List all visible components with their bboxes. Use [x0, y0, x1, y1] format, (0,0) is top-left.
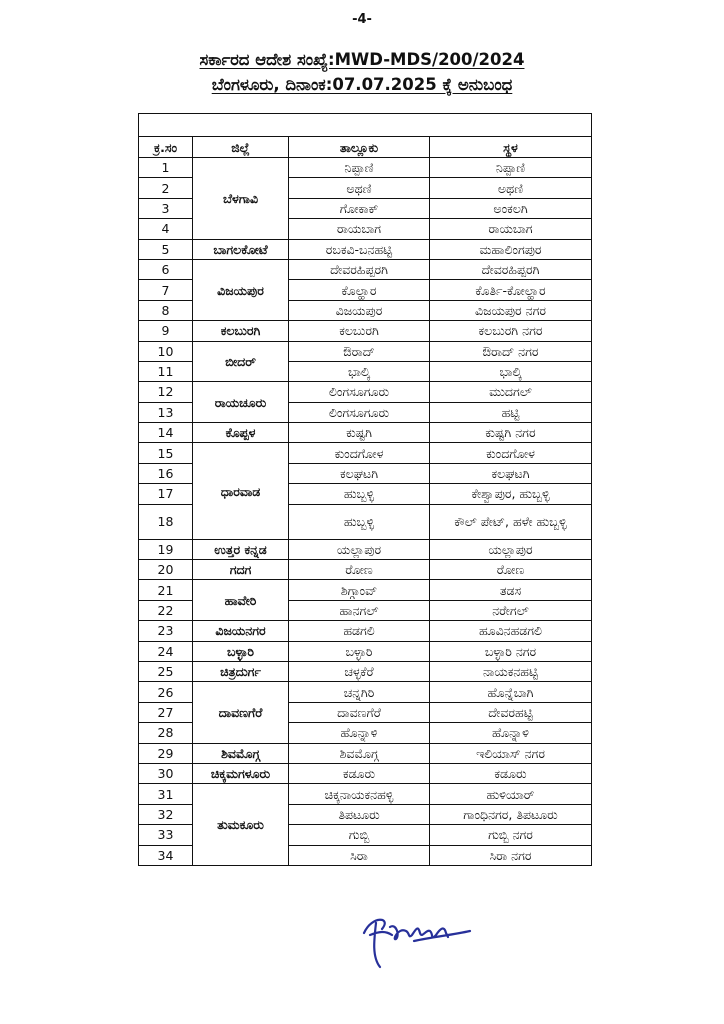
serial-number-cell: 4: [139, 219, 193, 239]
place-cell: ಅಂಕಲಗಿ: [430, 198, 592, 218]
serial-number-cell: 26: [139, 682, 193, 702]
table-row: [139, 443, 592, 463]
table-row: [139, 423, 592, 443]
taluk-cell: ಸಿರಾ: [289, 845, 430, 865]
taluk-cell: ಲಿಂಗಸೂಗೂರು: [289, 382, 430, 402]
serial-number-cell: 33: [139, 825, 193, 845]
table-row: [139, 539, 592, 559]
table-row: [139, 239, 592, 259]
taluk-cell: ಕಲಬುರಗಿ: [289, 321, 430, 341]
taluk-cell: ಚಿಕ್ಕನಾಯಕನಹಳ್ಳಿ: [289, 784, 430, 804]
table-row: [139, 341, 592, 361]
serial-number-cell: 6: [139, 259, 193, 279]
place-cell: ಭಾಲ್ಕಿ: [430, 361, 592, 381]
taluk-cell: ಗೋಕಾಕ್: [289, 198, 430, 218]
taluk-cell: ರಾಯಬಾಗ: [289, 219, 430, 239]
header-serial-no: ಕ್ರ.ಸಂ: [139, 137, 193, 158]
place-cell: ಕೌಲ್ ಪೇಟ್, ಹಳೇ ಹುಬ್ಬಳ್ಳಿ: [430, 504, 592, 539]
taluk-cell: ರೋಣ: [289, 560, 430, 580]
taluk-cell: ಅಥಣಿ: [289, 178, 430, 198]
serial-number-cell: 7: [139, 280, 193, 300]
serial-number-cell: 16: [139, 463, 193, 483]
taluk-cell: ಕಲಘಟಗಿ: [289, 463, 430, 483]
document-title: [0, 47, 724, 97]
place-cell: ಅಥಣಿ: [430, 178, 592, 198]
taluk-cell: ಹಾನಗಲ್: [289, 600, 430, 620]
taluk-cell: ಬಳ್ಳಾರಿ: [289, 641, 430, 661]
place-cell: ವಿಜಯಪುರ ನಗರ: [430, 300, 592, 320]
district-cell: ಬಾಗಲಕೋಟೆ: [193, 239, 289, 259]
place-cell: ಕಲಬುರಗಿ ನಗರ: [430, 321, 592, 341]
table-row: [139, 259, 592, 279]
place-cell: ಕುಷ್ಟಗಿ ನಗರ: [430, 423, 592, 443]
place-cell: ಗುಬ್ಬಿ ನಗರ: [430, 825, 592, 845]
place-cell: ನಿಪ್ಪಾಣಿ: [430, 158, 592, 178]
table-row: [139, 580, 592, 600]
serial-number-cell: 30: [139, 763, 193, 783]
district-cell: ಬಳ್ಳಾರಿ: [193, 641, 289, 661]
taluk-cell: ರಬಕವಿ-ಬನಹಟ್ಟಿ: [289, 239, 430, 259]
taluk-cell: ಚಳ್ಳಕೆರೆ: [289, 661, 430, 681]
serial-number-cell: 25: [139, 661, 193, 681]
annexure-table: [138, 113, 592, 866]
place-cell: ಹೊನ್ನೆಬಾಗಿ: [430, 682, 592, 702]
table-blank-row: [139, 114, 592, 137]
serial-number-cell: 15: [139, 443, 193, 463]
district-cell: ವಿಜಯಪುರ: [193, 259, 289, 320]
district-cell: ಹಾವೇರಿ: [193, 580, 289, 621]
title-place-date: ಬೆಂಗಳೂರು, ದಿನಾಂಕ:07.07.2025 ಕ್ಕೆ ಅನುಬಂಧ: [211, 75, 513, 94]
serial-number-cell: 31: [139, 784, 193, 804]
serial-number-cell: 22: [139, 600, 193, 620]
serial-number-cell: 20: [139, 560, 193, 580]
district-cell: ಚಿತ್ರದುರ್ಗ: [193, 661, 289, 681]
taluk-cell: ಭಾಲ್ಕಿ: [289, 361, 430, 381]
district-cell: ಬೆಳಗಾವಿ: [193, 158, 289, 240]
place-cell: ಮುದಗಲ್: [430, 382, 592, 402]
serial-number-cell: 32: [139, 804, 193, 824]
place-cell: ಇಲಿಯಾಸ್ ನಗರ: [430, 743, 592, 763]
table-row: [139, 743, 592, 763]
taluk-cell: ವಿಜಯಪುರ: [289, 300, 430, 320]
district-cell: ಕಲಬುರಗಿ: [193, 321, 289, 341]
table-body: [139, 158, 592, 866]
taluk-cell: ಕೊಲ್ಹಾರ: [289, 280, 430, 300]
serial-number-cell: 27: [139, 702, 193, 722]
serial-number-cell: 24: [139, 641, 193, 661]
place-cell: ತಡಸ: [430, 580, 592, 600]
serial-number-cell: 17: [139, 484, 193, 504]
serial-number-cell: 14: [139, 423, 193, 443]
taluk-cell: ಶಿವಮೊಗ್ಗ: [289, 743, 430, 763]
place-cell: ನರೇಗಲ್: [430, 600, 592, 620]
district-cell: ಕೊಪ್ಪಳ: [193, 423, 289, 443]
table-row: [139, 641, 592, 661]
signature: [352, 905, 482, 975]
taluk-cell: ಕುಷ್ಟಗಿ: [289, 423, 430, 443]
district-cell: ತುಮಕೂರು: [193, 784, 289, 866]
taluk-cell: ತಿಪಟೂರು: [289, 804, 430, 824]
serial-number-cell: 18: [139, 504, 193, 539]
table-row: [139, 682, 592, 702]
taluk-cell: ಹೊನ್ನಾಳಿ: [289, 723, 430, 743]
place-cell: ಹೊನ್ನಾಳಿ: [430, 723, 592, 743]
serial-number-cell: 19: [139, 539, 193, 559]
serial-number-cell: 3: [139, 198, 193, 218]
taluk-cell: ಗುಬ್ಬಿ: [289, 825, 430, 845]
district-cell: ಬೀದರ್: [193, 341, 289, 382]
title-order-number: ಸರ್ಕಾರದ ಆದೇಶ ಸಂಖ್ಯೆ:MWD-MDS/200/2024: [199, 50, 525, 69]
place-cell: ಯಲ್ಲಾಪುರ: [430, 539, 592, 559]
table-row: [139, 158, 592, 178]
place-cell: ಕೇಶ್ವಾಪುರ, ಹುಬ್ಬಳ್ಳಿ: [430, 484, 592, 504]
taluk-cell: ದಾವಣಗೆರೆ: [289, 702, 430, 722]
serial-number-cell: 8: [139, 300, 193, 320]
table-row: [139, 382, 592, 402]
place-cell: ರಾಯಬಾಗ: [430, 219, 592, 239]
place-cell: ರೋಣ: [430, 560, 592, 580]
serial-number-cell: 13: [139, 402, 193, 422]
header-taluk: ತಾಲ್ಲೂಕು: [289, 137, 430, 158]
taluk-cell: ಹಡಗಲಿ: [289, 621, 430, 641]
serial-number-cell: 28: [139, 723, 193, 743]
taluk-cell: ಕುಂದಗೋಳ: [289, 443, 430, 463]
serial-number-cell: 9: [139, 321, 193, 341]
taluk-cell: ಶಿಗ್ಗಾಂವ್: [289, 580, 430, 600]
place-cell: ಸಿರಾ ನಗರ: [430, 845, 592, 865]
taluk-cell: ನಿಪ್ಪಾಣಿ: [289, 158, 430, 178]
taluk-cell: ಲಿಂಗಸೂಗೂರು: [289, 402, 430, 422]
table-row: [139, 763, 592, 783]
place-cell: ಕಡೂರು: [430, 763, 592, 783]
district-cell: ಧಾರವಾಡ: [193, 443, 289, 539]
place-cell: ಔರಾದ್ ನಗರ: [430, 341, 592, 361]
table-row: [139, 661, 592, 681]
district-cell: ಗದಗ: [193, 560, 289, 580]
taluk-cell: ಕಡೂರು: [289, 763, 430, 783]
serial-number-cell: 29: [139, 743, 193, 763]
header-place: ಸ್ಥಳ: [430, 137, 592, 158]
district-cell: ಶಿವಮೊಗ್ಗ: [193, 743, 289, 763]
place-cell: ಕೊರ್ತಿ-ಕೋಲ್ಹಾರ: [430, 280, 592, 300]
serial-number-cell: 5: [139, 239, 193, 259]
serial-number-cell: 10: [139, 341, 193, 361]
taluk-cell: ಯಲ್ಲಾಪುರ: [289, 539, 430, 559]
serial-number-cell: 11: [139, 361, 193, 381]
serial-number-cell: 34: [139, 845, 193, 865]
place-cell: ಹುಳಿಯಾರ್: [430, 784, 592, 804]
table-row: [139, 784, 592, 804]
place-cell: ಹೂವಿನಹಡಗಲಿ: [430, 621, 592, 641]
taluk-cell: ಹುಬ್ಬಳ್ಳಿ: [289, 504, 430, 539]
district-cell: ಉತ್ತರ ಕನ್ನಡ: [193, 539, 289, 559]
serial-number-cell: 2: [139, 178, 193, 198]
place-cell: ಗಾಂಧಿನಗರ, ತಿಪಟೂರು: [430, 804, 592, 824]
serial-number-cell: 1: [139, 158, 193, 178]
district-cell: ವಿಜಯನಗರ: [193, 621, 289, 641]
district-cell: ದಾವಣಗೆರೆ: [193, 682, 289, 743]
table-row: [139, 321, 592, 341]
serial-number-cell: 21: [139, 580, 193, 600]
taluk-cell: ದೇವರಹಿಪ್ಪರಗಿ: [289, 259, 430, 279]
serial-number-cell: 12: [139, 382, 193, 402]
table-row: [139, 621, 592, 641]
place-cell: ದೇವರಹಿಪ್ಪರಗಿ: [430, 259, 592, 279]
place-cell: ಕುಂದಗೋಳ: [430, 443, 592, 463]
taluk-cell: ಹುಬ್ಬಳ್ಳಿ: [289, 484, 430, 504]
place-cell: ನಾಯಕನಹಟ್ಟಿ: [430, 661, 592, 681]
district-cell: ಚಿಕ್ಕಮಗಳೂರು: [193, 763, 289, 783]
page-number: -4-: [352, 12, 372, 27]
table-row: [139, 560, 592, 580]
serial-number-cell: 23: [139, 621, 193, 641]
header-district: ಜಿಲ್ಲೆ: [193, 137, 289, 158]
taluk-cell: ಚನ್ನಗಿರಿ: [289, 682, 430, 702]
place-cell: ಹಟ್ಟಿ: [430, 402, 592, 422]
table-header-row: [139, 137, 592, 158]
place-cell: ಮಹಾಲಿಂಗಪುರ: [430, 239, 592, 259]
place-cell: ಕಲಘಟಗಿ: [430, 463, 592, 483]
place-cell: ದೇವರಹಟ್ಟಿ: [430, 702, 592, 722]
taluk-cell: ಔರಾದ್: [289, 341, 430, 361]
district-cell: ರಾಯಚೂರು: [193, 382, 289, 423]
place-cell: ಬಳ್ಳಾರಿ ನಗರ: [430, 641, 592, 661]
